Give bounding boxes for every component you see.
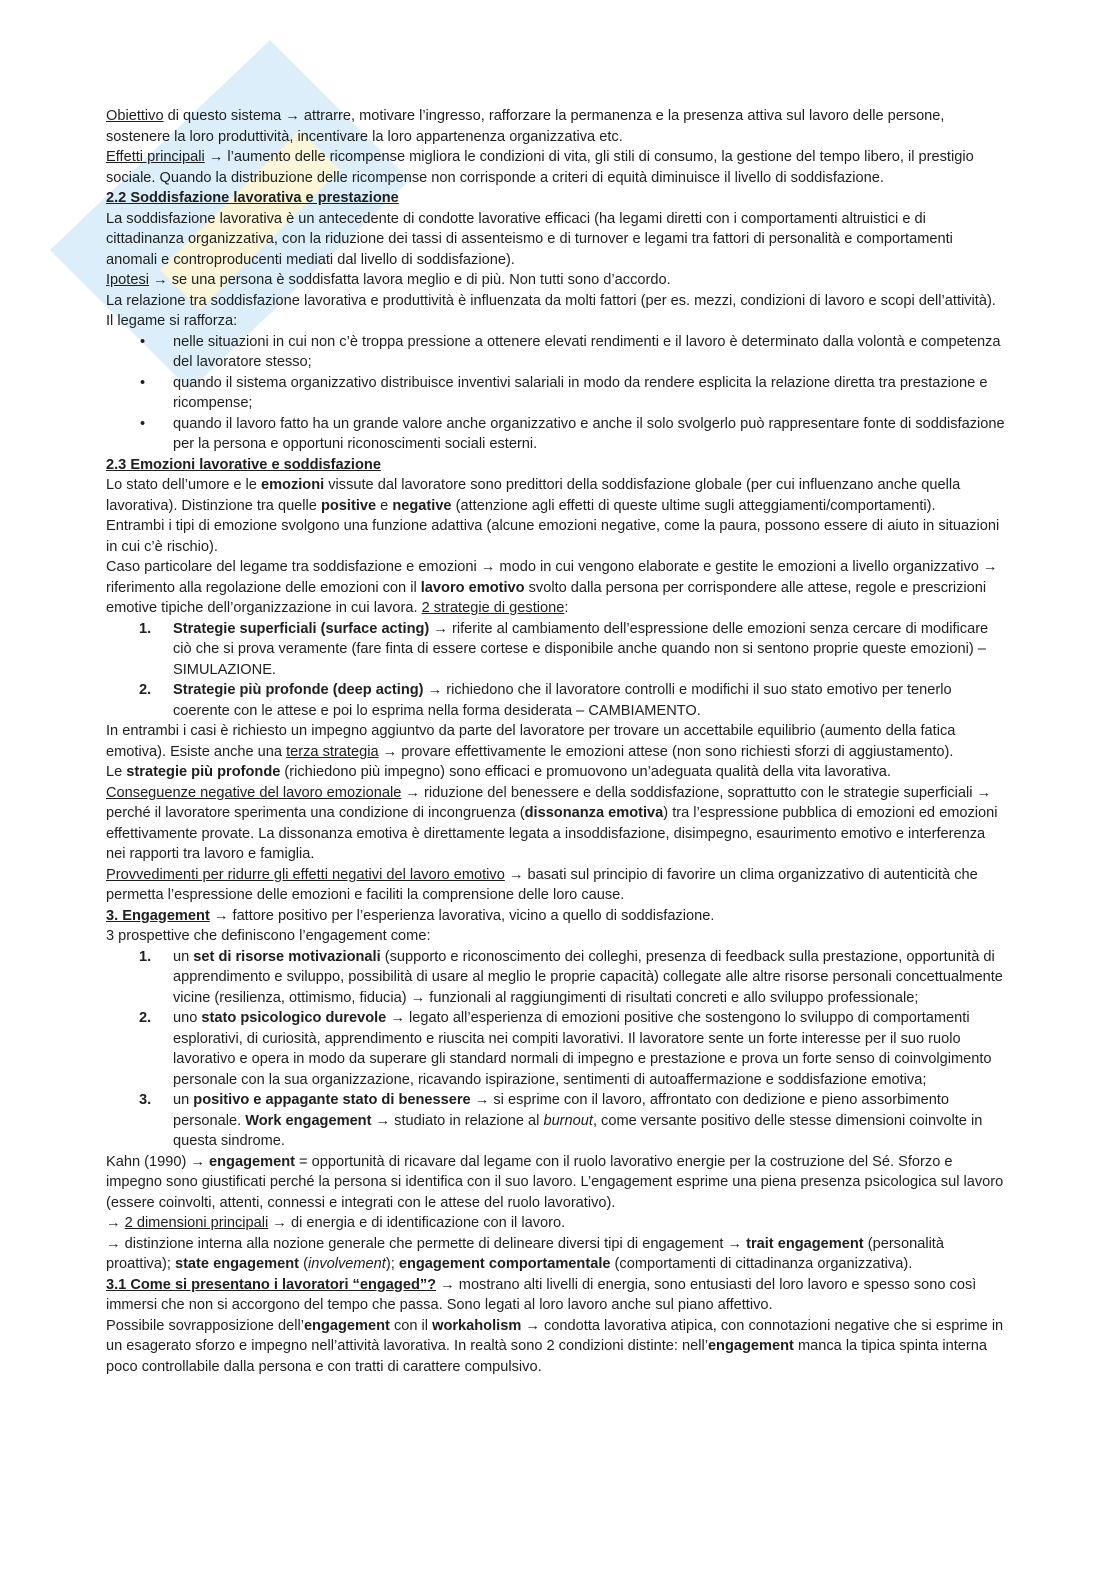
paragraph-caso-particolare: Caso particolare del legame tra soddisfazione e emozioni → modo in cui vengono elaborate e gestite le emozioni a livello organizzativo → riferimento alla regolazione delle emozioni con il lavoro emotivo svolto dalla persona per corrispondere alle attese, regole e prescrizioni emotive tipiche dell’organizzazione in cui lavora. 2 strategie di gestione: [106,559,998,616]
list-item: • quando il lavoro fatto ha un grande valore anche organizzativo e anche il solo svolgerlo può rappresentare fonte di soddisfazione per la persona e opportuni riconoscimenti sociali esterni. [140,415,1005,452]
paragraph-kahn: Kahn (1990) → engagement = opportunità di ricavare dal legame con il ruolo lavorativo energie per la costruzione del Sé. Sforzo e impegno sono giustificati perché la persona si identifica con il suo lavoro. L’engagement esprime una piena presenza psicologica sul lavoro (essere coinvolti, attenti, connessi e integrati con le attese del ruolo lavorativo). [106,1153,1004,1211]
paragraph-emozioni: Lo stato dell’umore e le emozioni vissute dal lavoratore sono predittori della soddisfazione globale (per cui influenzano anche quella lavorativa). Distinzione tra quelle positive e negative (attenzione agli effetti di queste ultime sugli atteggiamenti/comportamenti). [106,477,961,514]
perspectives-list [106,947,1006,1152]
paragraph-obiettivo: Obiettivo di questo sistema → attrarre, motivare l’ingresso, rafforzare la permanenza e la presenza attiva sul lavoro delle persone, sostenere la loro produttività, incentivare la loro appartenenza organizzativa etc. [106,108,945,145]
heading-3-1: 3.1 Come si presentano i lavoratori “engaged”? → mostrano alti livelli di energia, sono entusiasti del loro lavoro e spesso sono così immersi che non si accorgono del tempo che passa. Sono legati al loro lavoro anche sul piano affettivo. [106,1276,977,1313]
paragraph-prospettive: 3 prospettive che definiscono l’engagement come: [106,928,431,944]
paragraph-distinzione: → distinzione interna alla nozione generale che permette di delineare diversi tipi di engagement → trait engagement (personalità proattiva); state engagement (involvement); engagement comportamentale (comportamenti di cittadinanza organizzativa). [106,1235,944,1272]
document-page [106,106,1006,1377]
paragraph-strategie-profonde: Le strategie più profonde (richiedono più impegno) sono efficaci e promuovono un’adeguata qualità della vita lavorativa. [106,764,891,780]
list-item: 3. un positivo e appagante stato di benessere → si esprime con il lavoro, affrontato con dedizione e pieno assorbimento personale. Work engagement → studiato in relazione al burnout, come versante positivo delle stesse dimensioni coinvolte in questa sindrome. [139,1092,983,1149]
bullet-icon: • [140,374,146,391]
paragraph-soddisfazione: La soddisfazione lavorativa è un antecedente di condotte lavorative efficaci (ha legami diretti con i comportamenti altruistici e di cittadinanza organizzativa, con la riduzione dei tassi di assenteismo e di turnover e legami tra fattori di personalità e comportamenti anomali e controproducenti mediati dal livello di soddisfazione). [106,210,953,268]
list-item: 2. Strategie più profonde (deep acting) → richiedono che il lavoratore controlli e modifichi il suo stato emotivo per tenerlo coerente con le attese e poi lo esprima nella forma desiderata – CAMBIAMENTO. [139,682,952,719]
paragraph-entrambi-casi: In entrambi i casi è richiesto un impegno aggiuntvo da parte del lavoratore per trovare un accettabile equilibrio (aumento della fatica emotiva). Esiste anche una terza strategia → provare effettivamente le emozioni attese (non sono richiesti sforzi di aggiustamento). [106,723,956,760]
paragraph-conseguenze: Conseguenze negative del lavoro emozionale → riduzione del benessere e della soddisfazione, soprattutto con le strategie superficiali → perché il lavoratore sperimenta una condizione di incongruenza (dissonanza emotiva) tra l’espressione pubblica di emozioni ed emozioni effettivamente provate. La dissonanza emotiva è direttamente legata a insoddisfazione, disimpegno, esaurimento emotivo e interferenza nei rapporti tra lavoro e famiglia. [106,784,998,862]
bullet-icon: • [140,415,146,432]
paragraph-relazione: La relazione tra soddisfazione lavorativa e produttività è influenzata da molti fattori (per es. mezzi, condizioni di lavoro e scopi dell’attività). Il legame si rafforza: [106,292,996,329]
list-item: 1. Strategie superficiali (surface acting) → riferite al cambiamento dell’espressione delle emozioni senza cercare di modificare ciò che si prova veramente (fare finta di essere cortese e disponibile anche quando non si sentono proprie queste emozioni) – SIMULAZIONE. [139,620,989,678]
list-item: 2. uno stato psicologico durevole → legato all’esperienza di emozioni positive che sostengono lo sviluppo di comportamenti esplorativi, di curiosità, apprendimento e riuscita nei compiti lavorativi. Il lavoratore sente un forte interesse per il suo ruolo lavorativo e opera in modo da superare gli standard normali di impegno e prestazione e prova un forte senso di coinvolgimento personale con la sua organizzazione, ricavando ispirazione, sentimenti di autoaffermazione e soddisfazione emotiva; [139,1010,992,1088]
paragraph-ipotesi: Ipotesi → se una persona è soddisfatta lavora meglio e di più. Non tutti sono d’accordo. [106,272,671,288]
list-item: • nelle situazioni in cui non c’è troppa pressione a ottenere elevati rendimenti e il lavoro è determinato dalla volontà e competenza del lavoratore stesso; [140,333,1001,370]
list-item: 1. un set di risorse motivazionali (supporto e riconoscimento dei colleghi, presenza di feedback sulla prestazione, opportunità di apprendimento e sviluppo, possibilità di usare al meglio le proprie capacità) collegate alle altre risorse personali concettualmente vicine (resilienza, ottimismo, fiducia) → funzionali al raggiungimenti di risultati concreti e allo sviluppo professionale; [139,948,1003,1006]
bullet-icon: • [140,333,146,350]
bullet-list [106,332,1006,455]
paragraph-effetti: Effetti principali → l’aumento delle ricompense migliora le condizioni di vita, gli stili di consumo, la gestione del tempo libero, il prestigio sociale. Quando la distribuzione delle ricompense non corrisponde a criteri di equità diminuisce il livello di soddisfazione. [106,149,974,186]
heading-2-2: 2.2 Soddisfazione lavorativa e prestazione [106,190,399,206]
heading-2-3: 2.3 Emozioni lavorative e soddisfazione [106,456,381,473]
paragraph-dimensioni: → 2 dimensioni principali → di energia e di identificazione con il lavoro. [106,1215,566,1231]
paragraph-workaholism: Possibile sovrapposizione dell’engagement con il workaholism → condotta lavorativa atipica, con connotazioni negative che si esprime in un esagerato sforzo e impegno nell’attività lavorativa. In realtà sono 2 condizioni distinte: nell’engagement manca la tipica spinta interna poco controllabile dalla persona e con tratti di carattere compulsivo. [106,1317,1004,1375]
heading-3-engagement: 3. Engagement → fattore positivo per l’esperienza lavorativa, vicino a quello di soddisfazione. [106,907,715,924]
paragraph-provvedimenti: Provvedimenti per ridurre gli effetti negativi del lavoro emotivo → basati sul principio di favorire un clima organizzativo di autenticità che permetta l’espressione delle emozioni e faciliti la comprensione delle loro cause. [106,866,978,903]
strategies-list [106,619,1006,722]
paragraph-funzione-adattiva: Entrambi i tipi di emozione svolgono una funzione adattiva (alcune emozioni negative, come la paura, possono essere di aiuto in situazioni in cui c’è rischio). [106,518,1000,555]
list-item: • quando il sistema organizzativo distribuisce inventivi salariali in modo da rendere esplicita la relazione diretta tra prestazione e ricompense; [140,374,988,411]
